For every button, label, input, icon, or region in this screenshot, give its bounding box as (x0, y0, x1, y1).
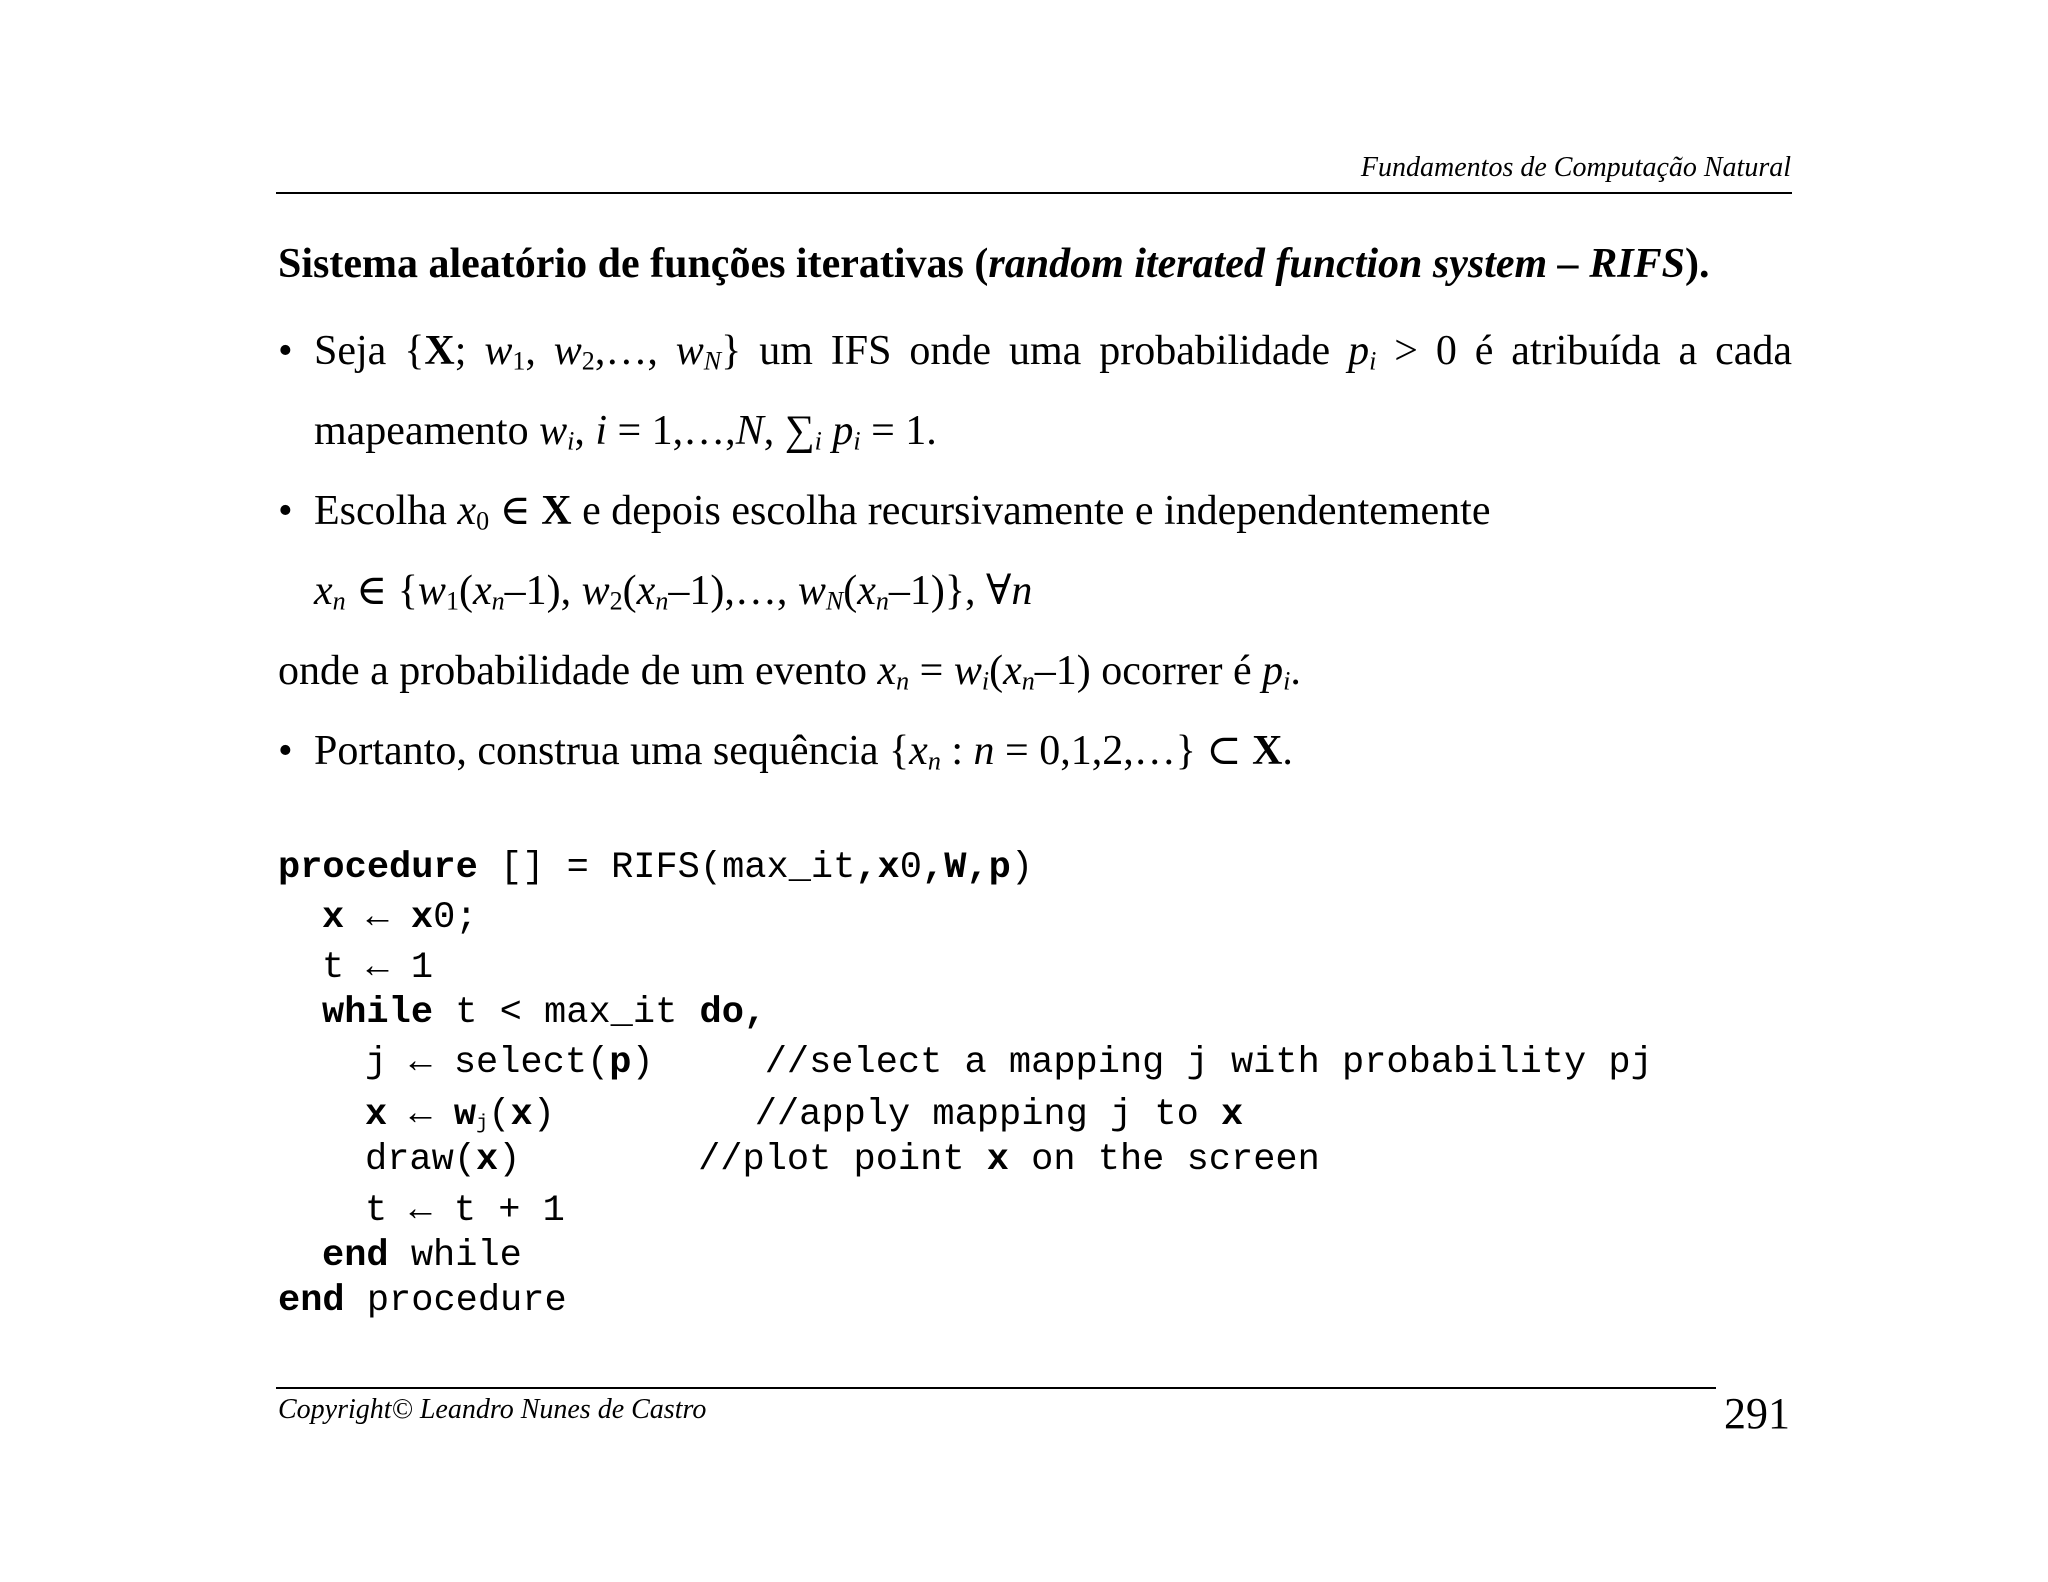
bullet-2-line-1: • Escolha $x_0$ ∈ X e depois escolha recursivamente e independentemente (278, 488, 1491, 536)
code-line-5: j ← select(p) //select a mapping j with probability pj (365, 1042, 1653, 1084)
code-line-9: end while (322, 1235, 522, 1277)
bullet-2-line-2: $x_n$ ∈ {$w_1(x_n-1)$, $w_2(x_n-1),\dots$, $w_N(x_n-1)$}, ∀n (314, 568, 1033, 616)
bullet-1-line-1: • Seja {X; $w_1$, $w_2,\dots$, $w_N$} um IFS onde uma probabilidade $p_i > 0$ é atribuída a cada (278, 328, 1792, 376)
bullet-mark: • (278, 328, 293, 374)
code-line-10: end procedure (278, 1280, 567, 1322)
code-line-7: draw(x) //plot point x on the screen (365, 1139, 1320, 1181)
code-line-2: x ← x0; (322, 897, 478, 939)
code-line-1: procedure [] = RIFS(max_it,x0,W,p) (278, 847, 1034, 889)
bullet-3-line-1: • Portanto, construa uma sequência {$x_n$ : n = 0,1,2,…} ⊂ X. (278, 728, 1293, 776)
bullet-1-line-2: mapeamento $w_i$, i = 1,…,N, $\sum_i$ $p_i = 1$. (314, 408, 937, 456)
page-number: 291 (1724, 1389, 1790, 1438)
running-header: Fundamentos de Computação Natural (1360, 152, 1791, 183)
bullet-mark: • (278, 488, 293, 534)
bullet-mark: • (278, 728, 293, 774)
code-line-4: while t < max_it do, (322, 992, 767, 1034)
code-line-6: x ← $w_j(x)$ //apply mapping j to x (365, 1094, 1244, 1136)
header-rule (276, 192, 1792, 194)
slide-title: Sistema aleatório de funções iterativas (random iterated function system – RIFS). (278, 241, 1710, 287)
code-line-3: t ← 1 (322, 947, 434, 989)
code-line-8: t ← t + 1 (365, 1190, 565, 1232)
copyright-notice: Copyright© Leandro Nunes de Castro (278, 1394, 707, 1425)
bullet-2-line-3: onde a probabilidade de um evento $x_n = w_i(x_n-1)$ ocorrer é $p_i$. (278, 648, 1301, 696)
footer-rule (276, 1387, 1716, 1389)
